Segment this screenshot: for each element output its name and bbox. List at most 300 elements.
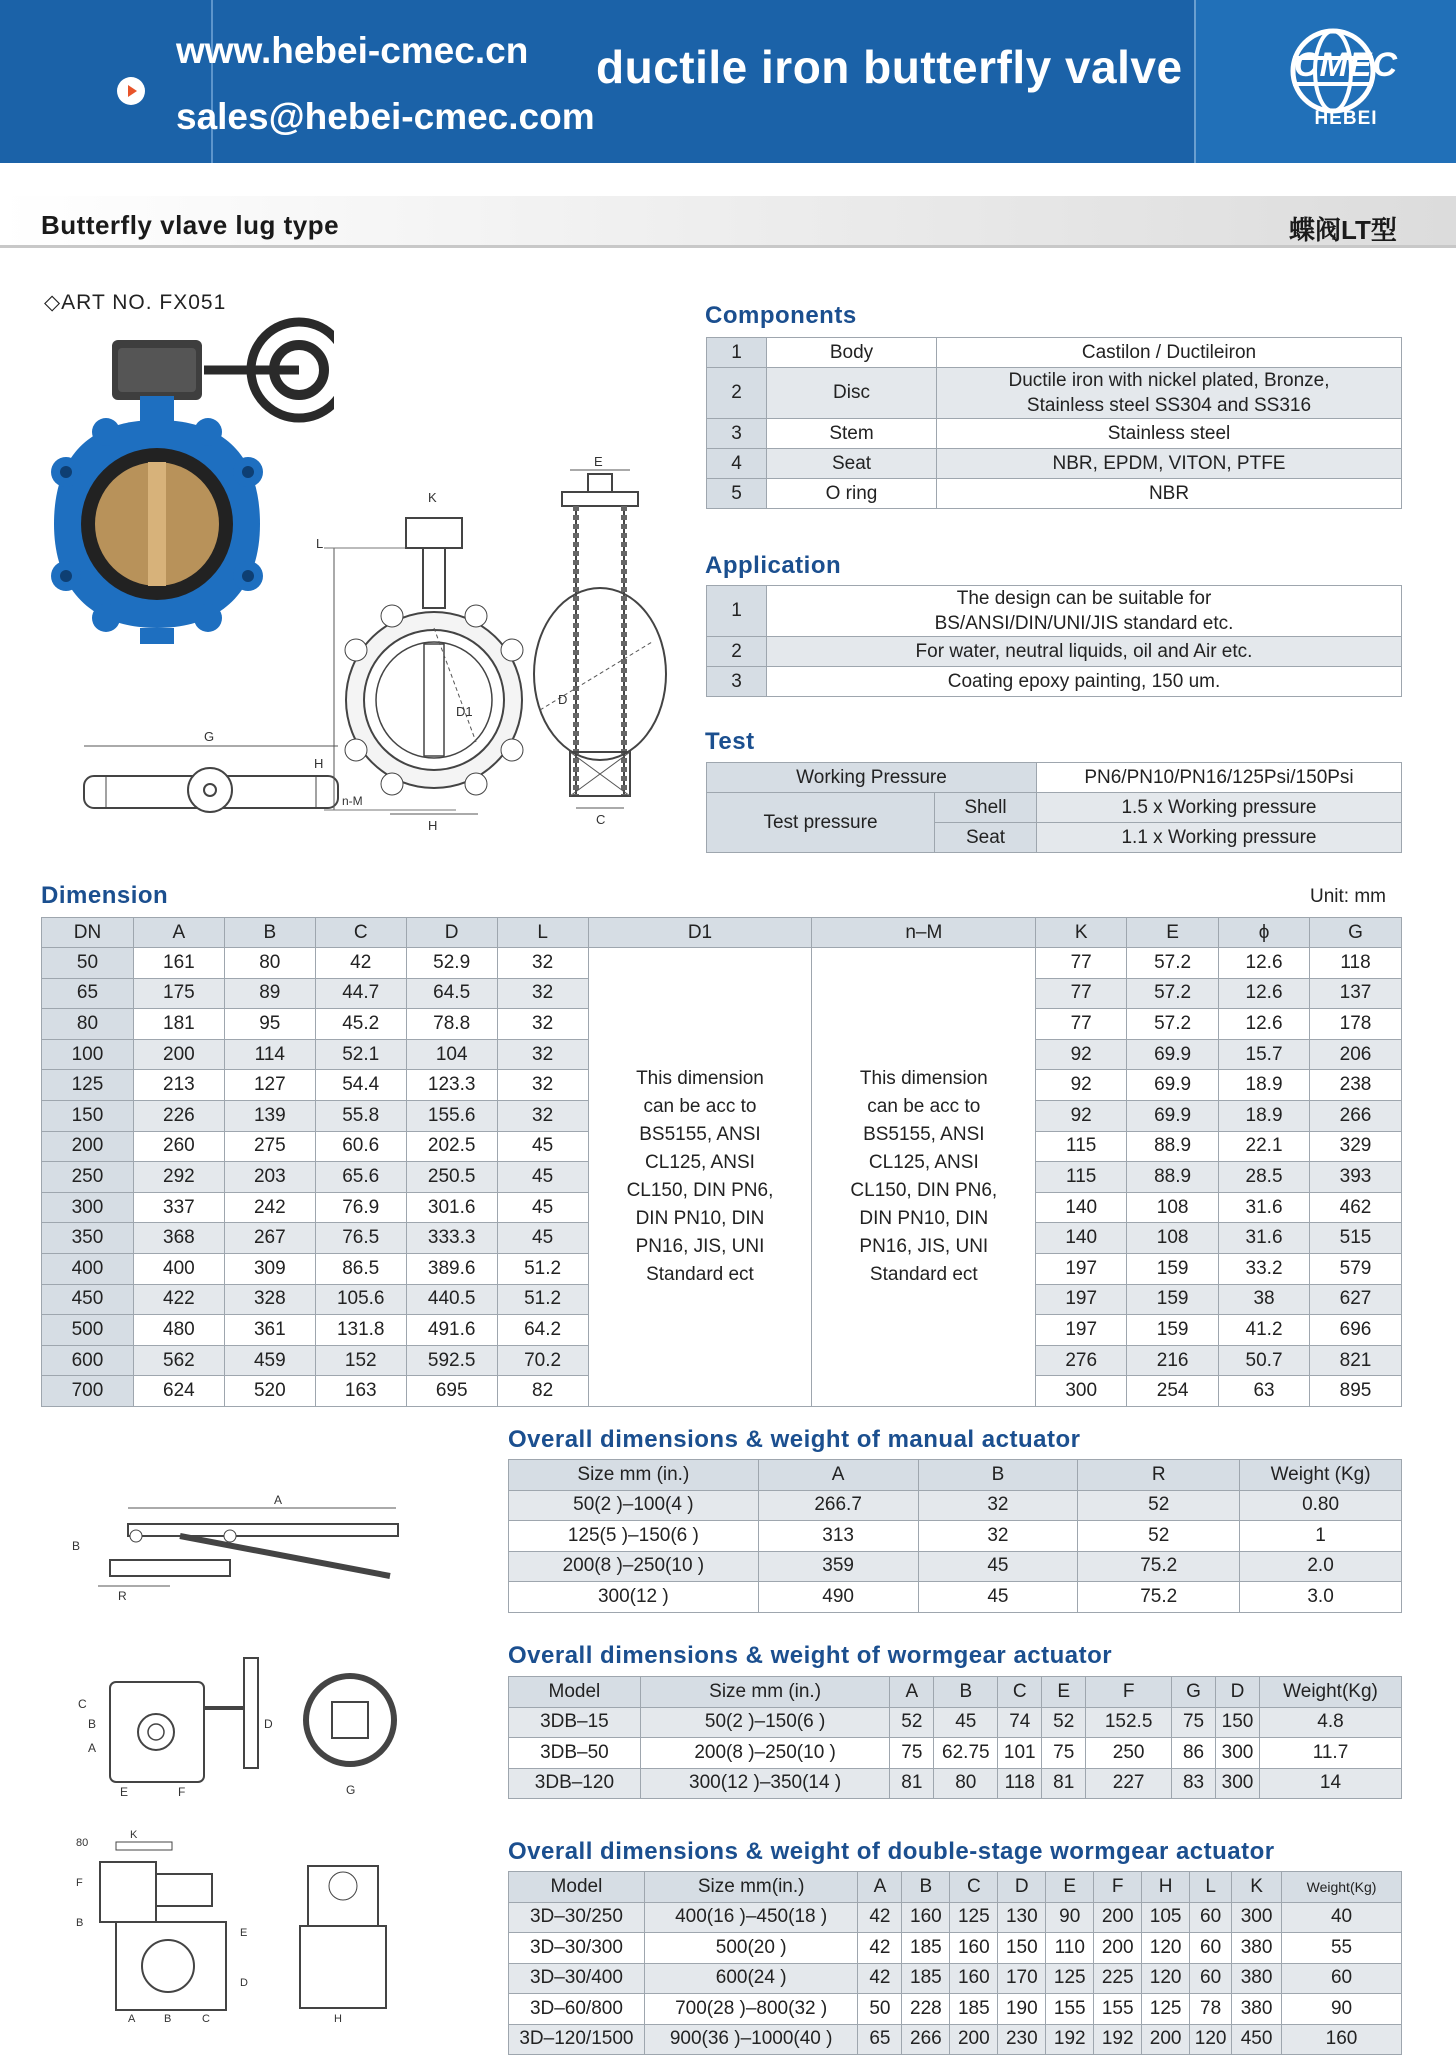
table-cell: 45 [918,1582,1078,1613]
dim-label-k: K [428,490,437,505]
table-cell: 152.5 [1086,1707,1172,1738]
table-cell: 105 [1142,1902,1190,1933]
table-cell: 95 [224,1009,315,1040]
worm-label-b: B [88,1717,97,1731]
column-header: L [1190,1872,1232,1903]
table-cell: 51.2 [497,1284,588,1315]
dn-cell: 350 [42,1223,134,1254]
dimension-table [41,917,1402,1407]
table-cell: 55 [1282,1933,1402,1964]
table-cell: 75.2 [1078,1551,1240,1582]
table-cell: 328 [224,1284,315,1315]
column-header: E [1046,1872,1094,1903]
double-stage-actuator-drawing [68,1826,398,2026]
ds-label-d: D [240,1977,248,1989]
table-cell: 200(8 )–250(10 ) [640,1738,890,1769]
table-cell: 57.2 [1127,978,1219,1009]
table-cell: 250.5 [406,1162,497,1193]
component-part: Body [767,338,937,368]
table-cell: 266.7 [758,1490,918,1521]
table-cell: 380 [1232,1933,1282,1964]
table-cell: 32 [497,1100,588,1131]
table-cell: 32 [497,1070,588,1101]
table-cell: 57.2 [1127,948,1219,979]
table-cell: 18.9 [1219,1100,1310,1131]
front-view-drawing [306,488,556,838]
table-cell: 225 [1094,1963,1142,1994]
table-cell: 380 [1232,1994,1282,2025]
table-cell: 127 [224,1070,315,1101]
dn-cell: 450 [42,1284,134,1315]
table-cell: 422 [133,1284,224,1315]
column-header: A [758,1460,918,1491]
column-header: Model [509,1677,641,1708]
table-cell: 31.6 [1219,1192,1310,1223]
double-stage-table [508,1871,1402,2055]
table-cell: 80 [224,948,315,979]
table-cell: 89 [224,978,315,1009]
table-cell: 140 [1036,1192,1127,1223]
table-cell: 86.5 [315,1253,406,1284]
column-header: DN [42,918,134,948]
page-title: ductile iron butterfly valve [596,41,1183,93]
table-row [509,1490,1402,1521]
table-cell: 125 [1046,1963,1094,1994]
table-row [707,449,1402,479]
table-cell: 62.75 [934,1738,998,1769]
table-cell: 159 [1127,1315,1219,1346]
table-cell: 45.2 [315,1009,406,1040]
table-cell: 125(5 )–150(6 ) [509,1521,759,1552]
table-cell: 42 [858,1902,902,1933]
note-d1: This dimension can be acc to BS5155, ANSI CL125, ANSI CL150, DIN PN6, DIN PN10, DIN PN16, JIS, UNI Standard ect [588,948,812,1407]
component-number: 4 [707,449,767,479]
table-cell: 50.7 [1219,1345,1310,1376]
table-row [509,1707,1402,1738]
table-cell: 3D–30/400 [509,1963,645,1994]
table-cell: 192 [1094,2024,1142,2055]
table-cell: 101 [998,1738,1042,1769]
table-row [707,637,1402,667]
table-cell: 333.3 [406,1223,497,1254]
table-cell: 309 [224,1253,315,1284]
play-icon[interactable] [117,77,145,105]
table-cell: 1 [1240,1521,1402,1552]
column-header: F [1094,1872,1142,1903]
table-cell: 160 [1282,2024,1402,2055]
table-cell: 226 [133,1100,224,1131]
table-cell: 74 [998,1707,1042,1738]
column-header: Weight(Kg) [1260,1677,1402,1708]
column-header: D [1216,1677,1260,1708]
dim-label-h2: H [428,818,438,833]
table-cell: 65 [858,2024,902,2055]
table-cell: 821 [1309,1345,1401,1376]
component-number: 1 [707,338,767,368]
table-cell: 12.6 [1219,978,1310,1009]
column-header: B [934,1677,998,1708]
ds-label-h: H [334,2013,342,2025]
table-cell: 300 [1232,1902,1282,1933]
table-cell: 202.5 [406,1131,497,1162]
shell-value: 1.5 x Working pressure [1037,793,1402,823]
table-cell: 110 [1046,1933,1094,1964]
table-cell: 185 [902,1963,950,1994]
table-cell: 200 [1094,1933,1142,1964]
table-cell: 52 [890,1707,934,1738]
column-header: Model [509,1872,645,1903]
table-cell: 155.6 [406,1100,497,1131]
table-cell: 0.80 [1240,1490,1402,1521]
table-cell: 300 [1216,1738,1260,1769]
table-cell: 41.2 [1219,1315,1310,1346]
table-cell: 700(28 )–800(32 ) [644,1994,858,2025]
worm-label-c: C [78,1697,87,1711]
table-cell: 300(12 ) [509,1582,759,1613]
table-cell: 624 [133,1376,224,1407]
column-header: D [406,918,497,948]
table-cell: 213 [133,1070,224,1101]
table-cell: 389.6 [406,1253,497,1284]
column-header: R [1078,1460,1240,1491]
table-cell: 491.6 [406,1315,497,1346]
table-cell: 440.5 [406,1284,497,1315]
table-cell: 197 [1036,1253,1127,1284]
table-cell: 12.6 [1219,1009,1310,1040]
table-cell: 192 [1046,2024,1094,2055]
table-cell: 267 [224,1223,315,1254]
table-row [707,586,1402,637]
table-cell: 120 [1142,1933,1190,1964]
table-cell: 14 [1260,1768,1402,1799]
column-header: C [315,918,406,948]
table-cell: 515 [1309,1223,1401,1254]
art-number: ◇ART NO. FX051 [44,291,227,314]
application-number: 2 [707,637,767,667]
table-cell: 77 [1036,948,1127,979]
table-cell: 123.3 [406,1070,497,1101]
dn-cell: 600 [42,1345,134,1376]
table-cell: 38 [1219,1284,1310,1315]
table-cell: 313 [758,1521,918,1552]
manual-actuator-drawing [70,1490,400,1610]
note-nm: This dimension can be acc to BS5155, ANSI CL125, ANSI CL150, DIN PN6, DIN PN10, DIN PN16, JIS, UNI Standard ect [812,948,1036,1407]
column-header: Weight (Kg) [1240,1460,1402,1491]
table-cell: 32 [497,948,588,979]
table-row [509,1902,1402,1933]
component-material: NBR [937,479,1402,509]
table-cell: 3.0 [1240,1582,1402,1613]
side-view-drawing [530,452,680,832]
table-cell: 292 [133,1162,224,1193]
component-part: O ring [767,479,937,509]
table-cell: 200 [133,1039,224,1070]
table-cell: 92 [1036,1070,1127,1101]
table-cell: 520 [224,1376,315,1407]
table-cell: 45 [497,1131,588,1162]
dn-cell: 80 [42,1009,134,1040]
table-cell: 185 [950,1994,998,2025]
column-header: Size mm (in.) [509,1460,759,1491]
table-cell: 230 [998,2024,1046,2055]
table-cell: 45 [497,1192,588,1223]
dn-cell: 50 [42,948,134,979]
table-row [509,1933,1402,1964]
table-cell: 114 [224,1039,315,1070]
worm-label-g: G [346,1783,356,1797]
table-cell: 104 [406,1039,497,1070]
dim-label-d1: D1 [456,704,473,719]
table-cell: 160 [902,1902,950,1933]
application-text: Coating epoxy painting, 150 um. [767,667,1402,697]
ds-label-b: B [164,2013,172,2025]
table-cell: 54.4 [315,1070,406,1101]
table-cell: 2.0 [1240,1551,1402,1582]
components-heading: Components [705,302,857,329]
table-cell: 159 [1127,1284,1219,1315]
table-cell: 185 [902,1933,950,1964]
table-cell: 275 [224,1131,315,1162]
dim-label-h: H [314,756,324,771]
table-cell: 3D–30/300 [509,1933,645,1964]
table-cell: 228 [902,1994,950,2025]
table-cell: 3DB–15 [509,1707,641,1738]
table-cell: 75 [1042,1738,1086,1769]
table-cell: 105.6 [315,1284,406,1315]
seat-label: Seat [935,823,1037,853]
table-cell: 22.1 [1219,1131,1310,1162]
table-cell: 592.5 [406,1345,497,1376]
test-table [706,762,1402,853]
table-cell: 200 [950,2024,998,2055]
test-pressure-label: Test pressure [707,793,935,853]
table-cell: 118 [998,1768,1042,1799]
table-cell: 579 [1309,1253,1401,1284]
table-cell: 3DB–50 [509,1738,641,1769]
table-cell: 45 [497,1223,588,1254]
table-cell: 60.6 [315,1131,406,1162]
table-cell: 140 [1036,1223,1127,1254]
table-cell: 216 [1127,1345,1219,1376]
dn-cell: 200 [42,1131,134,1162]
table-cell: 3D–60/800 [509,1994,645,2025]
table-cell: 600(24 ) [644,1963,858,1994]
ds-label-b2: B [76,1917,84,1929]
table-cell: 163 [315,1376,406,1407]
table-cell: 238 [1309,1070,1401,1101]
table-cell: 42 [858,1963,902,1994]
table-cell: 31.6 [1219,1223,1310,1254]
table-row [509,2024,1402,2055]
column-header: B [918,1460,1078,1491]
table-cell: 69.9 [1127,1039,1219,1070]
table-row [42,948,1402,979]
ds-label-e: E [240,1927,248,1939]
table-cell: 696 [1309,1315,1401,1346]
table-cell: 82 [497,1376,588,1407]
subtitle-chinese: 蝶阀LT型 [1289,215,1397,245]
dn-cell: 700 [42,1376,134,1407]
table-cell: 64.5 [406,978,497,1009]
table-cell: 175 [133,978,224,1009]
table-cell: 490 [758,1582,918,1613]
table-cell: 76.5 [315,1223,406,1254]
table-cell: 42 [858,1933,902,1964]
table-cell: 78 [1190,1994,1232,2025]
table-cell: 50(2 )–100(4 ) [509,1490,759,1521]
website-link[interactable]: www.hebei-cmec.cn [176,30,529,71]
manual-heading: Overall dimensions & weight of manual actuator [508,1426,1081,1453]
table-cell: 64.2 [497,1315,588,1346]
table-cell: 3D–120/1500 [509,2024,645,2055]
table-cell: 203 [224,1162,315,1193]
table-cell: 197 [1036,1315,1127,1346]
table-cell: 130 [998,1902,1046,1933]
table-cell: 65.6 [315,1162,406,1193]
table-cell: 125 [1142,1994,1190,2025]
table-cell: 160 [950,1933,998,1964]
table-cell: 200 [1094,1902,1142,1933]
column-header: B [902,1872,950,1903]
table-cell: 63 [1219,1376,1310,1407]
table-cell: 400(16 )–450(18 ) [644,1902,858,1933]
worm-label-a: A [88,1741,97,1755]
table-cell: 152 [315,1345,406,1376]
table-cell: 159 [1127,1253,1219,1284]
table-cell: 77 [1036,978,1127,1009]
column-header: A [890,1677,934,1708]
table-cell: 400 [133,1253,224,1284]
table-row [707,338,1402,368]
table-cell: 120 [1190,2024,1232,2055]
dn-cell: 250 [42,1162,134,1193]
table-cell: 480 [133,1315,224,1346]
table-cell: 895 [1309,1376,1401,1407]
table-cell: 86 [1172,1738,1216,1769]
application-table [706,585,1402,697]
table-cell: 55.8 [315,1100,406,1131]
table-row [707,667,1402,697]
table-cell: 3D–30/250 [509,1902,645,1933]
table-cell: 76.9 [315,1192,406,1223]
column-header: G [1172,1677,1216,1708]
table-cell: 242 [224,1192,315,1223]
ds-label-c: C [202,2013,210,2025]
ds-label-f: F [76,1877,83,1889]
component-part: Seat [767,449,937,479]
ds-label-k: K [130,1829,138,1841]
column-header: K [1036,918,1127,948]
table-cell: 301.6 [406,1192,497,1223]
table-cell: 181 [133,1009,224,1040]
component-material: Castilon / Ductileiron [937,338,1402,368]
table-cell: 92 [1036,1039,1127,1070]
component-number: 2 [707,368,767,419]
column-header: Size mm (in.) [640,1677,890,1708]
dimension-heading: Dimension [41,882,169,909]
column-header: L [497,918,588,948]
column-header: D1 [588,918,812,948]
column-header: A [133,918,224,948]
double-stage-heading: Overall dimensions & weight of double-stage wormgear actuator [508,1838,1275,1865]
column-header: n–M [812,918,1036,948]
table-cell: 161 [133,948,224,979]
column-header: A [858,1872,902,1903]
application-number: 1 [707,586,767,637]
table-cell: 393 [1309,1162,1401,1193]
component-number: 5 [707,479,767,509]
table-cell: 45 [934,1707,998,1738]
table-cell: 4.8 [1260,1707,1402,1738]
table-cell: 80 [934,1768,998,1799]
table-cell: 44.7 [315,978,406,1009]
table-cell: 206 [1309,1039,1401,1070]
table-cell: 52 [1078,1521,1240,1552]
table-cell: 81 [890,1768,934,1799]
table-cell: 266 [902,2024,950,2055]
table-cell: 32 [497,978,588,1009]
component-number: 3 [707,419,767,449]
table-row [509,1551,1402,1582]
email-link[interactable]: sales@hebei-cmec.com [176,96,595,137]
table-cell: 12.6 [1219,948,1310,979]
table-cell: 150 [998,1933,1046,1964]
table-cell: 450 [1232,2024,1282,2055]
table-cell: 131.8 [315,1315,406,1346]
table-cell: 190 [998,1994,1046,2025]
table-cell: 459 [224,1345,315,1376]
table-cell: 52 [1042,1707,1086,1738]
table-row [509,1994,1402,2025]
dim-label-b: B [72,1539,81,1553]
table-cell: 118 [1309,948,1401,979]
table-row [509,1521,1402,1552]
component-material: NBR, EPDM, VITON, PTFE [937,449,1402,479]
table-row [509,1582,1402,1613]
component-part: Stem [767,419,937,449]
table-cell: 150 [1216,1707,1260,1738]
working-pressure-label: Working Pressure [707,763,1037,793]
table-cell: 227 [1086,1768,1172,1799]
column-header: E [1042,1677,1086,1708]
table-cell: 359 [758,1551,918,1582]
components-table [706,337,1402,509]
table-row [707,368,1402,419]
table-cell: 90 [1046,1902,1094,1933]
worm-label-e: E [120,1785,129,1798]
table-cell: 695 [406,1376,497,1407]
wormgear-table [508,1676,1402,1799]
table-cell: 361 [224,1315,315,1346]
table-cell: 78.8 [406,1009,497,1040]
table-cell: 75.2 [1078,1582,1240,1613]
table-cell: 60 [1190,1902,1232,1933]
table-cell: 77 [1036,1009,1127,1040]
table-cell: 155 [1046,1994,1094,2025]
table-cell: 380 [1232,1963,1282,1994]
column-header: G [1309,918,1401,948]
table-cell: 368 [133,1223,224,1254]
column-header: K [1232,1872,1282,1903]
table-cell: 108 [1127,1223,1219,1254]
table-cell: 75 [890,1738,934,1769]
table-cell: 300(12 )–350(14 ) [640,1768,890,1799]
dn-cell: 150 [42,1100,134,1131]
table-cell: 60 [1282,1963,1402,1994]
table-cell: 562 [133,1345,224,1376]
column-header: H [1142,1872,1190,1903]
dim-label-e: E [594,454,603,469]
